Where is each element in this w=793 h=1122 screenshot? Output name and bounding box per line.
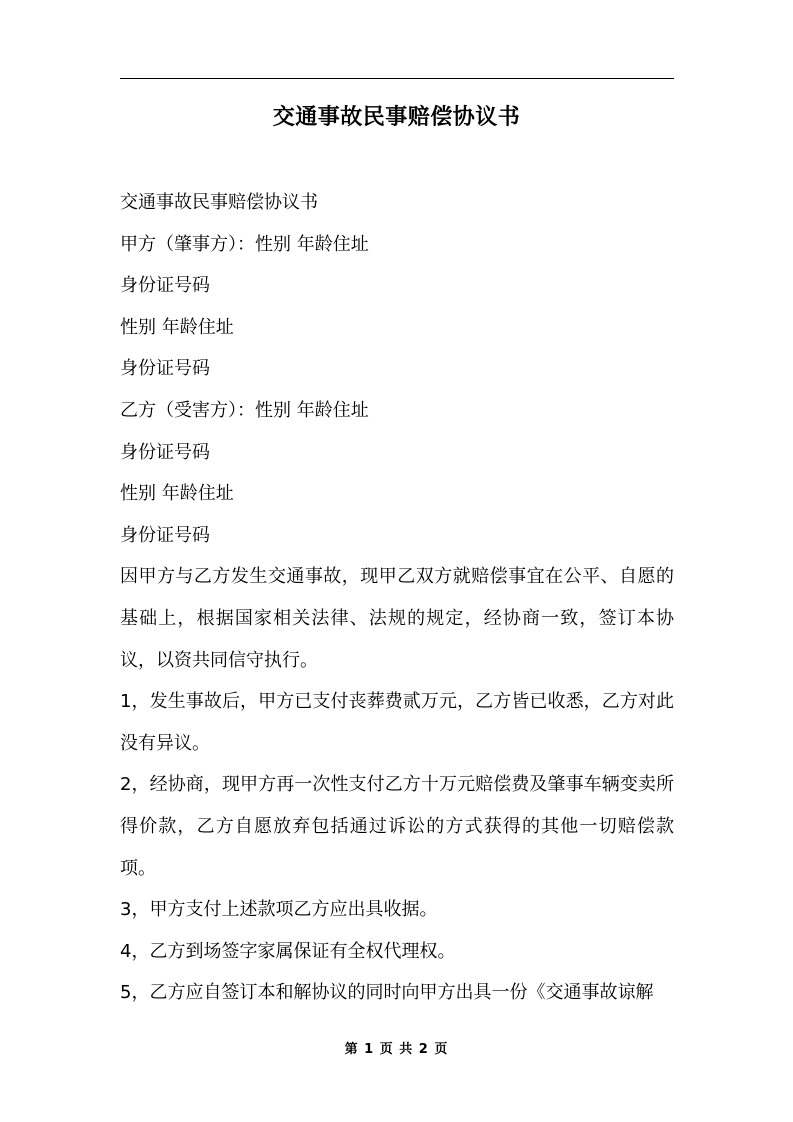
paragraph-party-b-2-id: 身份证号码: [120, 524, 210, 546]
document-title: 交通事故民事赔偿协议书: [272, 105, 521, 130]
paragraph-party-a-2-id: 身份证号码: [120, 358, 210, 380]
paragraph-clause-1: 1，发生事故后，甲方已支付丧葬费贰万元，乙方皆已收悉，乙方对此没有异议。: [120, 691, 674, 754]
paragraph-party-a: 甲方（肇事方）：性别 年龄住址: [120, 233, 369, 255]
paragraph-party-b: 乙方（受害方）：性别 年龄住址: [120, 399, 369, 421]
header-rule: [120, 78, 674, 79]
paragraph-party-b-2: 性别 年龄住址: [120, 483, 234, 505]
paragraph-party-a-id: 身份证号码: [120, 275, 210, 297]
paragraph-clause-2: 2，经协商，现甲方再一次性支付乙方十万元赔偿费及肇事车辆变卖所得价款，乙方自愿放弃包括通过诉讼的方式获得的其他一切赔偿款项。: [120, 774, 674, 879]
paragraph-party-b-id: 身份证号码: [120, 441, 210, 463]
document-body: [120, 182, 674, 1014]
paragraph-party-a-2: 性别 年龄住址: [120, 316, 234, 338]
paragraph-preamble: 因甲方与乙方发生交通事故，现甲乙双方就赔偿事宜在公平、自愿的基础上，根据国家相关法律、法规的规定，经协商一致，签订本协议，以资共同信守执行。: [120, 566, 674, 671]
paragraph-clause-5: 5，乙方应自签订本和解协议的同时向甲方出具一份《交通事故谅解: [120, 982, 654, 1004]
paragraph-heading: 交通事故民事赔偿协议书: [120, 192, 318, 213]
page-number-footer: 第 1 页 共 2 页: [344, 1042, 449, 1057]
paragraph-clause-3: 3，甲方支付上述款项乙方应出具收据。: [120, 899, 438, 921]
paragraph-clause-4: 4，乙方到场签字家属保证有全权代理权。: [120, 940, 456, 962]
